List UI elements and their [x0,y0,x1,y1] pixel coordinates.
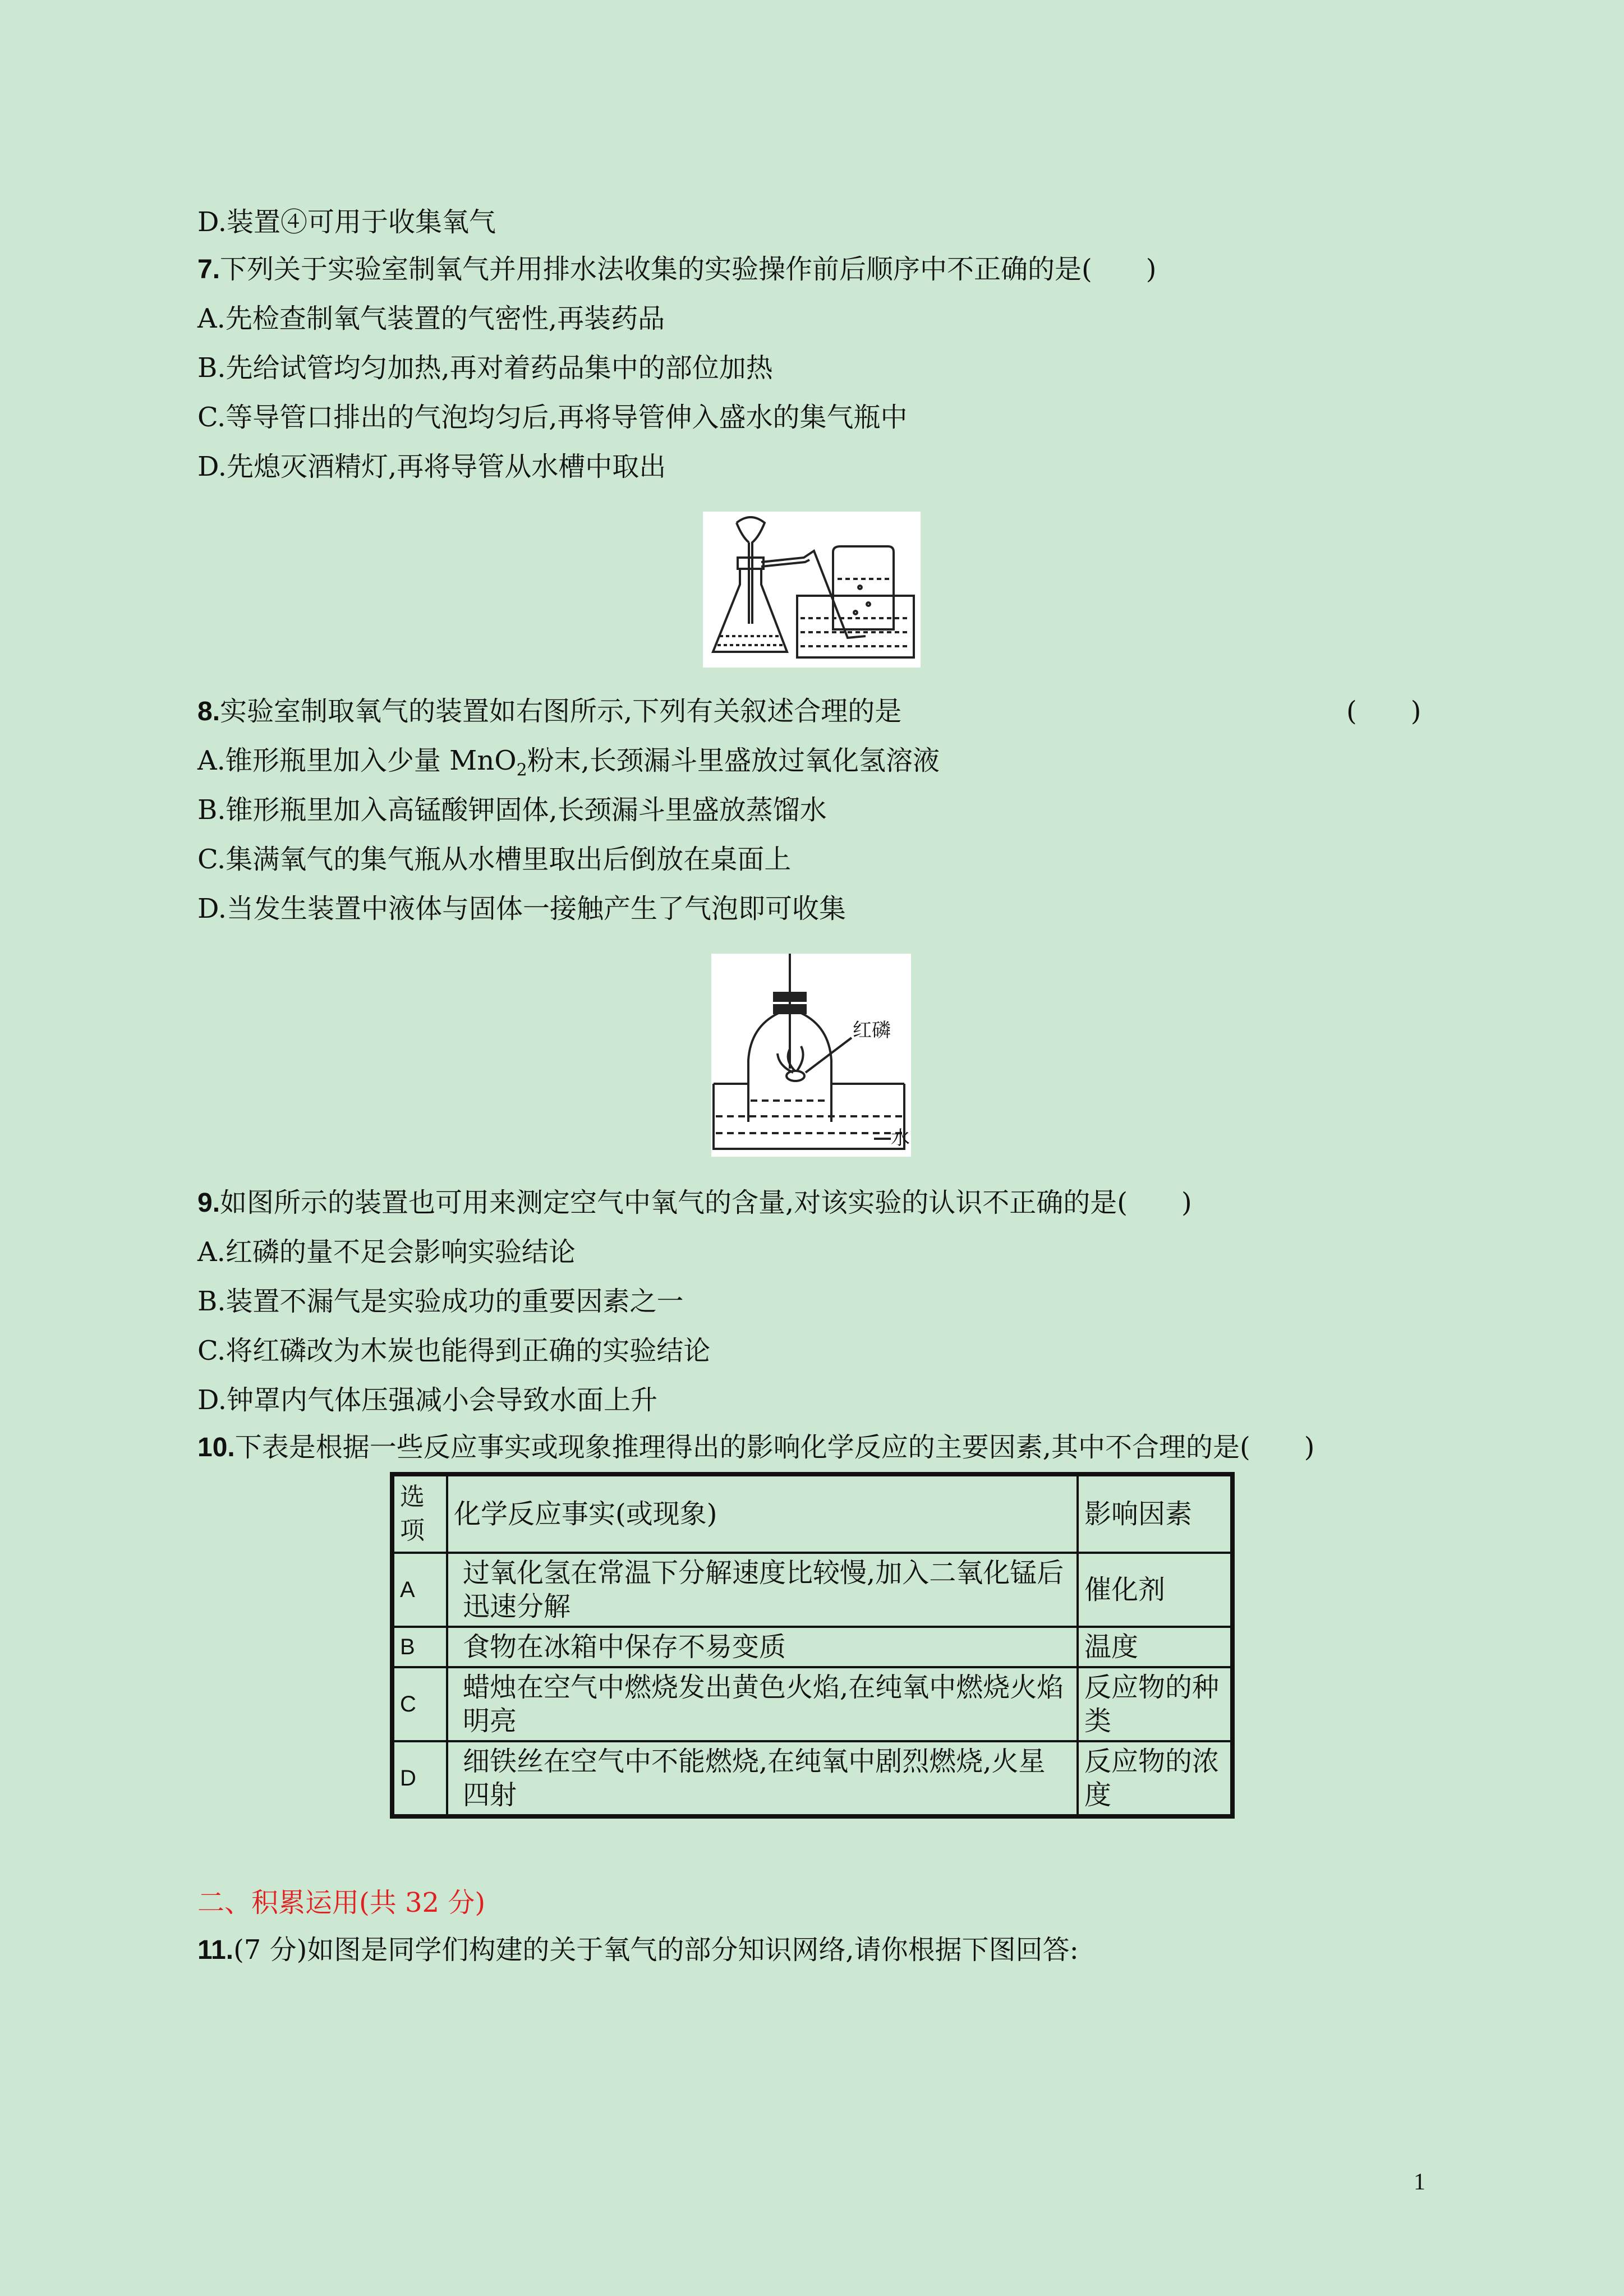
q7-option-c: C.等导管口排出的气泡均匀后,再将导管伸入盛水的集气瓶中 [197,402,908,433]
q9-option-a: A.红磷的量不足会影响实验结论 [197,1236,576,1268]
header-option: 选项 [392,1474,447,1553]
q7-stem-text: 下列关于实验室制氧气并用排水法收集的实验操作前后顺序中不正确的是( ) [220,254,1157,285]
row-b-factor: 温度 [1078,1627,1232,1667]
q9-stem [197,1186,1192,1220]
q11-stem [197,1933,1079,1967]
row-a-fact: 过氧化氢在常温下分解速度比较慢,加入二氧化锰后迅速分解 [447,1553,1078,1627]
q10-number: 10. [197,1433,235,1462]
q8-option-a [197,744,940,788]
q8-stem-text: 实验室制取氧气的装置如右图所示,下列有关叙述合理的是 [220,696,902,727]
q11-number: 11. [197,1935,234,1965]
q8-option-a-pre: A.锥形瓶里加入少量 MnO [197,745,517,776]
q7-option-b: B.先给试管均匀加热,再对着药品集中的部位加热 [197,352,773,384]
row-d-fact: 细铁丝在空气中不能燃烧,在纯氧中剧烈燃烧,火星四射 [447,1741,1078,1816]
section-title: 二、积累运用(共 32 分) [197,1887,486,1918]
q9-stem-text: 如图所示的装置也可用来测定空气中氧气的含量,对该实验的认识不正确的是( ) [220,1187,1192,1218]
q8-option-d: D.当发生装置中液体与固体一接触产生了气泡即可收集 [197,893,846,924]
q9-number: 9. [197,1188,220,1218]
q9-option-d: D.钟罩内气体压强减小会导致水面上升 [197,1384,658,1416]
table-header-row [392,1474,1232,1553]
q6-option-d: D.装置④可用于收集氧气 [197,206,496,238]
q10-stem [197,1430,1314,1465]
q11-stem-text: (7 分)如图是同学们构建的关于氧气的部分知识网络,请你根据下图回答: [233,1934,1079,1966]
table-row [392,1627,1232,1667]
q8-answer-paren: ( ) [1346,696,1421,727]
row-c-fact: 蜡烛在空气中燃烧发出黄色火焰,在纯氧中燃烧火焰明亮 [447,1667,1078,1741]
q8-option-a-post: 粉末,长颈漏斗里盛放过氧化氢溶液 [527,745,940,776]
label-red-phosphorus: 红磷 [853,1019,891,1042]
row-c-option: C [392,1667,447,1741]
row-a-factor: 催化剂 [1078,1553,1232,1627]
row-b-fact: 食物在冰箱中保存不易变质 [447,1627,1078,1667]
q8-option-b: B.锥形瓶里加入高锰酸钾固体,长颈漏斗里盛放蒸馏水 [197,794,827,826]
q7-stem [197,252,1157,287]
q7-option-d: D.先熄灭酒精灯,再将导管从水槽中取出 [197,451,666,482]
oxygen-apparatus-figure [703,512,921,668]
q8-stem [197,694,901,729]
label-water: 水 [891,1127,910,1149]
table-row [392,1741,1232,1816]
q7-number: 7. [197,255,220,284]
row-c-factor: 反应物的种类 [1078,1667,1232,1741]
bell-jar-figure [711,954,911,1157]
q8-option-a-sub: 2 [516,760,527,780]
q8-number: 8. [197,697,220,726]
row-d-option: D [392,1741,447,1816]
row-b-option: B [392,1627,447,1667]
q10-table [390,1472,1235,1819]
oxygen-apparatus-diagram [703,512,921,668]
q9-option-c: C.将红磷改为木炭也能得到正确的实验结论 [197,1335,711,1366]
page-number: 1 [1414,2169,1425,2195]
row-d-factor: 反应物的浓度 [1078,1741,1232,1816]
q10-stem-text: 下表是根据一些反应事实或现象推理得出的影响化学反应的主要因素,其中不合理的是( ) [234,1432,1315,1463]
row-a-option: A [392,1553,447,1627]
q8-option-c: C.集满氧气的集气瓶从水槽里取出后倒放在桌面上 [197,844,792,875]
header-fact: 化学反应事实(或现象) [447,1474,1078,1553]
table-row [392,1553,1232,1627]
bell-jar-diagram [711,954,911,1157]
header-factor: 影响因素 [1078,1474,1232,1553]
q7-option-a: A.先检查制氧气装置的气密性,再装药品 [197,303,665,334]
table-row [392,1667,1232,1741]
q9-option-b: B.装置不漏气是实验成功的重要因素之一 [197,1286,684,1317]
